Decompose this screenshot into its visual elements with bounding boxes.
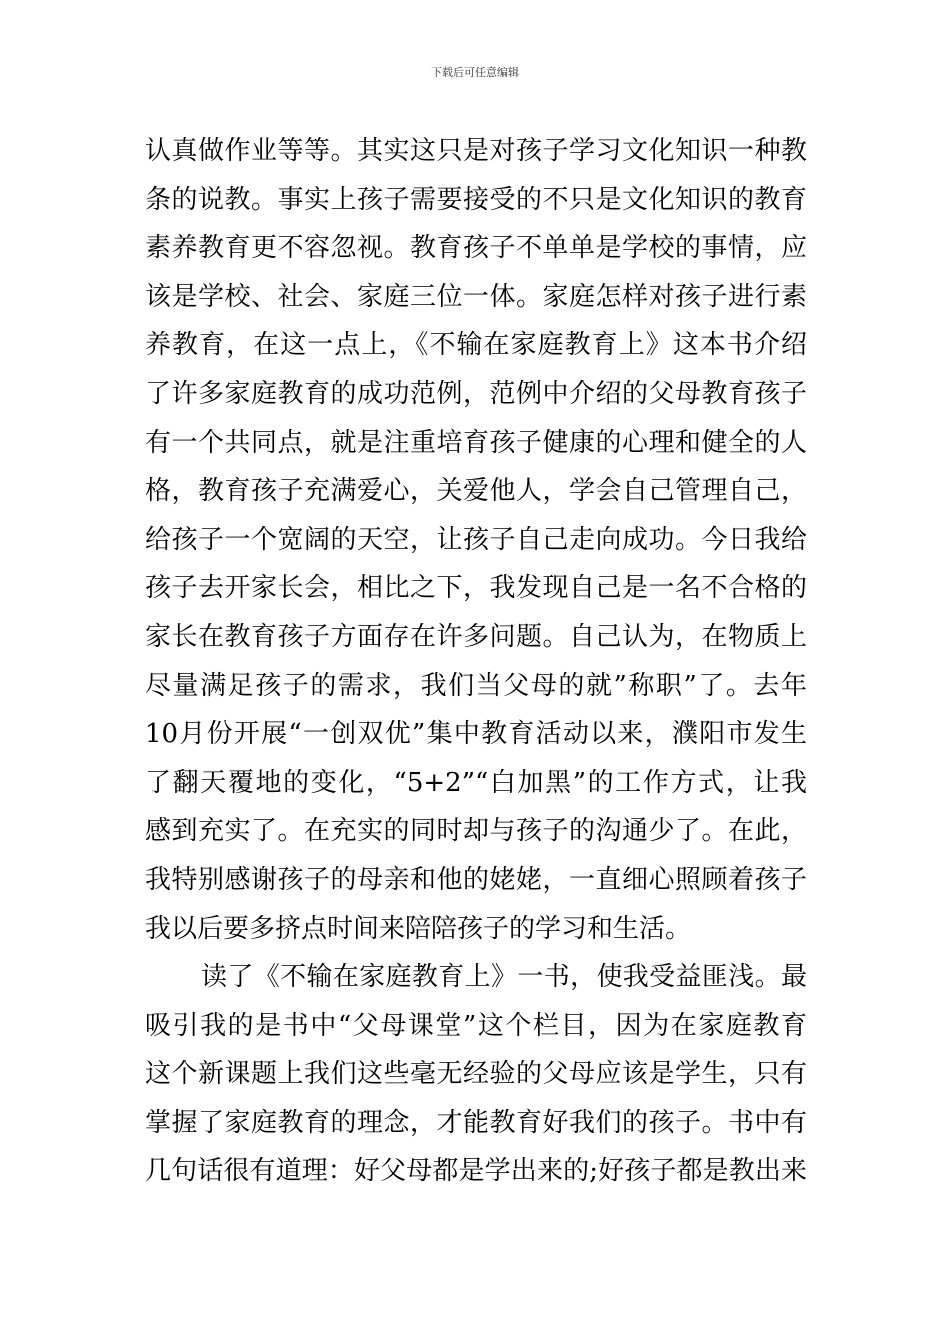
text-line: 这个新课题上我们这些毫无经验的父母应该是学生，只有 (145, 1059, 807, 1090)
text-line: 几句话很有道理：好父母都是学出来的;好孩子都是教出来 (145, 1156, 807, 1187)
page-header: 下载后可任意编辑 (431, 66, 519, 79)
text-line: 尽量满足孩子的需求，我们当父母的就”称职”了。去年 (145, 670, 807, 701)
text-line: 条的说教。事实上孩子需要接受的不只是文化知识的教育 (145, 184, 807, 215)
text-line: 了翻天覆地的变化，“5+2”“白加黑”的工作方式，让我 (145, 767, 807, 798)
text-line: 素养教育更不容忽视。教育孩子不单单是学校的事情，应 (145, 233, 807, 264)
text-line: 我以后要多挤点时间来陪陪孩子的学习和生活。 (145, 913, 692, 944)
text-line: 掌握了家庭教育的理念，才能教育好我们的孩子。书中有 (145, 1107, 807, 1138)
document-body (145, 127, 807, 1196)
text-line: 家长在教育孩子方面存在许多问题。自己认为，在物质上 (145, 621, 807, 652)
text-line: 感到充实了。在充实的同时却与孩子的沟通少了。在此， (145, 816, 807, 847)
text-line: 孩子去开家长会，相比之下，我发现自己是一名不合格的 (145, 573, 807, 604)
text-line: 该是学校、社会、家庭三位一体。家庭怎样对孩子进行素 (145, 281, 807, 312)
text-line: 读了《不输在家庭教育上》一书，使我受益匪浅。最 (201, 962, 807, 993)
text-line: 认真做作业等等。其实这只是对孩子学习文化知识一种教 (145, 136, 807, 166)
text-line: 养教育，在这一点上，《不输在家庭教育上》这本书介绍 (145, 330, 807, 361)
text-line: 我特别感谢孩子的母亲和他的姥姥，一直细心照顾着孩子 (145, 864, 807, 895)
text-line: 有一个共同点，就是注重培育孩子健康的心理和健全的人 (145, 427, 807, 458)
text-line: 吸引我的是书中“父母课堂”这个栏目，因为在家庭教育 (145, 1010, 807, 1041)
text-line: 了许多家庭教育的成功范例，范例中介绍的父母教育孩子 (145, 378, 807, 409)
text-line: 10月份开展“一创双优”集中教育活动以来，濮阳市发生 (145, 719, 807, 750)
text-line: 格，教育孩子充满爱心，关爱他人，学会自己管理自己， (145, 476, 807, 507)
text-line: 给孩子一个宽阔的天空，让孩子自己走向成功。今日我给 (145, 524, 807, 555)
